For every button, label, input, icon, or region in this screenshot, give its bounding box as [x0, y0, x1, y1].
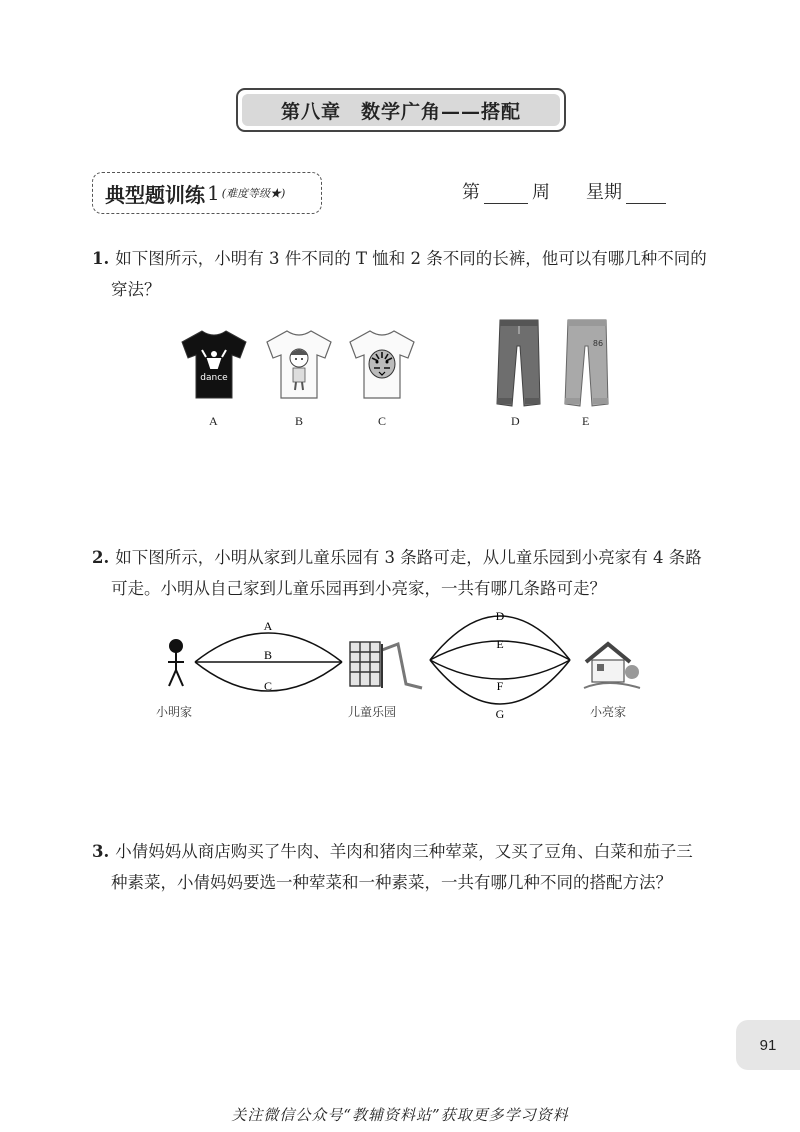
footer-note: 关注微信公众号“教辅资料站”获取更多学习资料 — [231, 1106, 569, 1124]
label-e: E — [582, 414, 590, 428]
label-d: D — [511, 414, 520, 428]
pants-e-text: 86 — [592, 339, 604, 348]
q3-line2: 种素菜，小倩妈妈要选一种荤菜和一种素菜，一共有哪几种不同的搭配方法？ — [111, 873, 672, 892]
stick-figure-icon — [168, 640, 184, 686]
tshirt-a-image — [180, 328, 248, 400]
route-f — [430, 660, 570, 679]
training-box — [92, 172, 322, 214]
chapter-banner — [236, 88, 566, 132]
route-label-a: A — [263, 619, 273, 633]
route-label-b: B — [263, 648, 273, 662]
question-3 — [92, 836, 732, 898]
week-prefix: 第 — [462, 182, 480, 203]
pants-d-image — [494, 316, 544, 410]
q3-line1: 小倩妈妈从商店购买了牛肉、羊肉和猪肉三种荤菜，又买了豆角、白菜和茄子三 — [115, 842, 693, 861]
place-park-label: 儿童乐园 — [348, 705, 397, 719]
label-a: A — [209, 414, 218, 428]
label-c: C — [378, 414, 387, 428]
q2-line1: 如下图所示，小明从家到儿童乐园有 3 条路可走，从儿童乐园到小亮家有 4 条路 — [115, 548, 702, 567]
route-label-e: E — [496, 637, 504, 651]
question-1 — [92, 243, 732, 305]
route-label-g: G — [495, 707, 505, 721]
house-icon — [584, 644, 640, 688]
tshirt-b-image — [265, 328, 333, 400]
playground-icon — [350, 642, 422, 688]
week-line — [462, 178, 666, 204]
route-label-f: F — [496, 679, 504, 693]
week-blank[interactable] — [484, 181, 528, 204]
route-diagram — [150, 600, 650, 730]
pants-e-image — [562, 316, 612, 410]
route-label-d: D — [495, 609, 505, 623]
label-b: B — [295, 414, 304, 428]
tshirt-c-image — [348, 328, 416, 400]
chapter-title: 第八章 数学广角——搭配 — [242, 94, 560, 126]
q2-line2: 可走。小明从自己家到儿童乐园再到小亮家，一共有哪几条路可走？ — [111, 579, 606, 598]
tshirt-a-text: dance — [200, 373, 228, 383]
place-home-label: 小明家 — [156, 705, 193, 719]
page-number: 91 — [736, 1020, 800, 1070]
q2-number: 2. — [92, 548, 110, 567]
difficulty-note: (难度等级★) — [221, 187, 286, 200]
weekday-label: 星期 — [586, 182, 622, 203]
q3-number: 3. — [92, 842, 110, 861]
training-number: 1 — [207, 181, 220, 205]
place-friend-label: 小亮家 — [590, 705, 627, 719]
training-title: 典型题训练 — [105, 182, 205, 207]
q1-number: 1. — [92, 249, 110, 268]
route-label-c: C — [263, 679, 273, 693]
question-2 — [92, 542, 732, 604]
q1-line2: 穿法？ — [111, 280, 161, 299]
q1-line1: 如下图所示，小明有 3 件不同的 T 恤和 2 条不同的长裤，他可以有哪几种不同的 — [115, 249, 707, 268]
weekday-blank[interactable] — [626, 181, 666, 204]
week-mid: 周 — [532, 182, 550, 203]
